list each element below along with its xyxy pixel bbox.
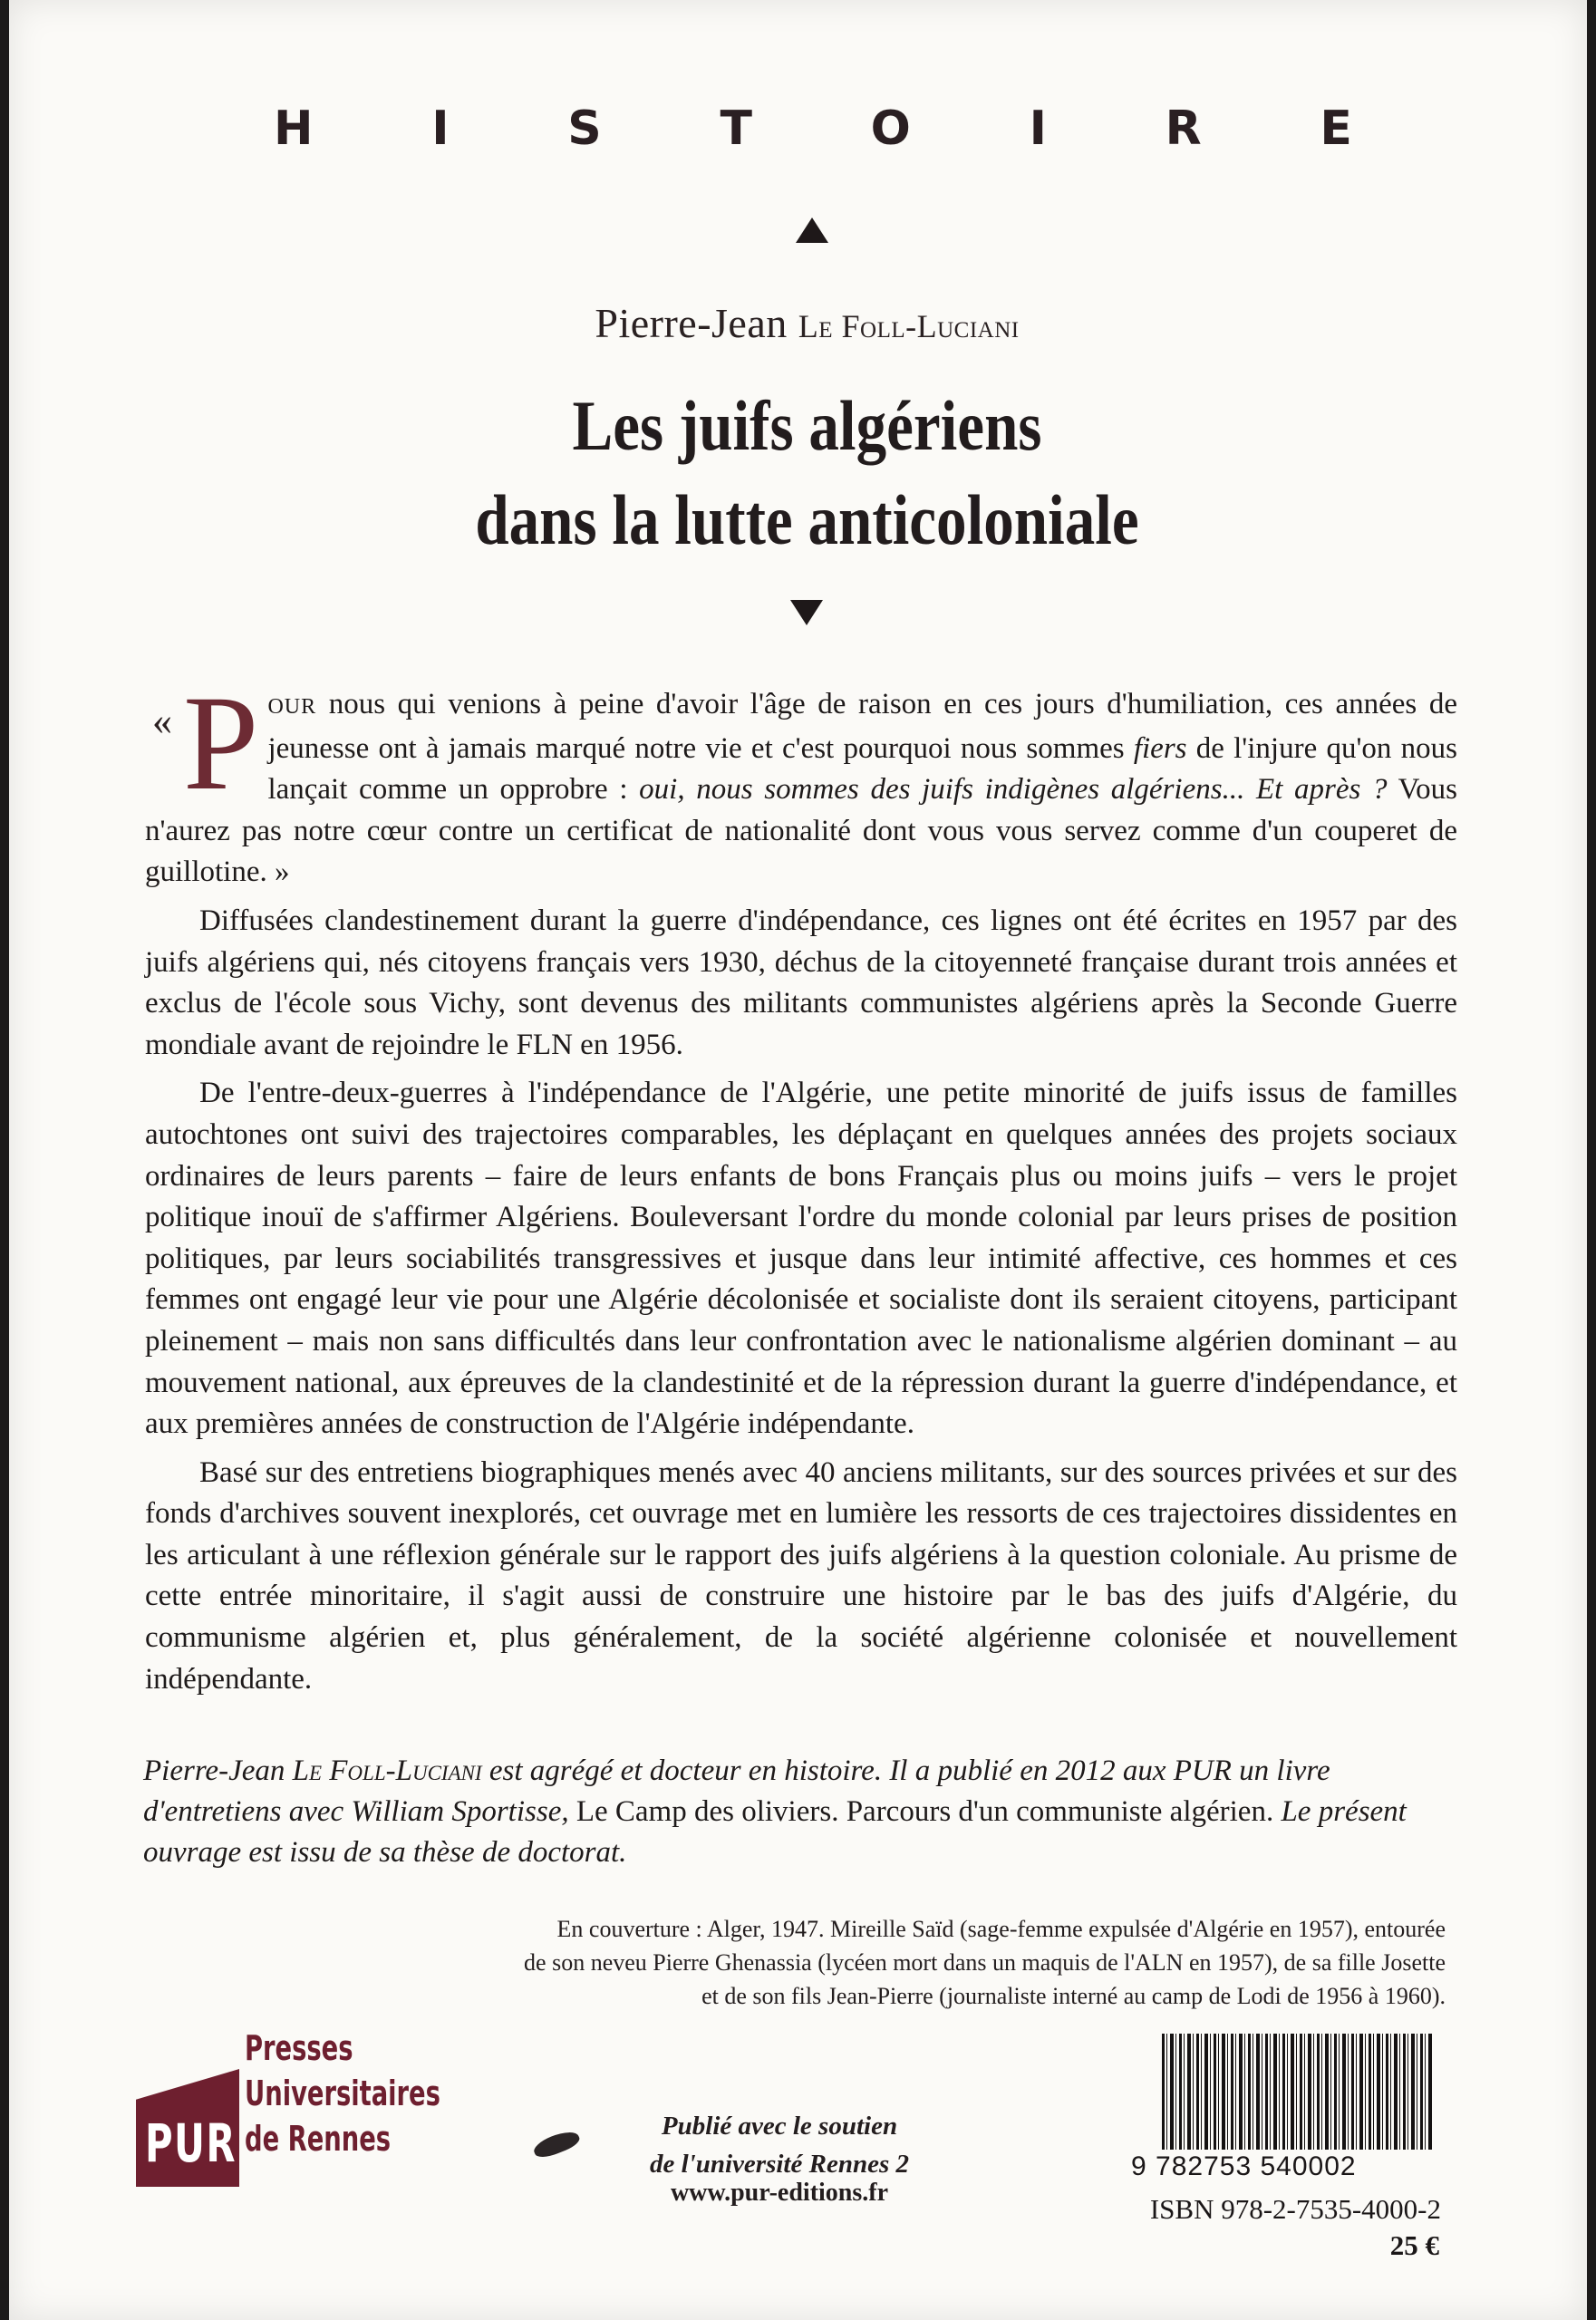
isbn-number: ISBN 978-2-7535-4000-2 bbox=[1149, 2193, 1441, 2225]
blurb bbox=[145, 668, 1457, 1707]
series-letter: I bbox=[1029, 102, 1047, 156]
triangle-down-icon bbox=[790, 600, 823, 625]
support-notice: Publié avec le soutien de l'université Rennes 2 bbox=[650, 2112, 909, 2179]
series-letter: R bbox=[1165, 102, 1202, 156]
opening-quote: « P OUR nous qui venions à peine d'avoir l'âge de raison en ces jours d'humiliation, ces années de jeunesse ont à jamais marqué notre vie et c'est pourquoi nous sommes fiers de l'injure qu'on nous lançait comme un opprobre : oui, nous sommes des juifs indigènes algériens... Et après ? Vous n'aurez pas notre cœur contre un certificat de nationalité dont vous vous servez comme d'un couperet de guillotine. » bbox=[145, 668, 1457, 889]
title-line-2: dans la lutte anticoloniale bbox=[475, 480, 1139, 559]
series-heading bbox=[274, 102, 1352, 156]
series-letter: E bbox=[1320, 102, 1352, 156]
blurb-paragraph: Diffusées clandestinement durant la guerre d'indépendance, ces lignes ont été écrites en 1957 par des juifs algériens qui, nés citoyens français vers 1930, déchus de la citoyenneté française durant trois années et exclus de l'école sous Vichy, sont devenus des militants communistes algériens après la Seconde Guerre mondiale avant de rejoindre le FLN en 1956. bbox=[145, 904, 1457, 1061]
logo-letters: PUR bbox=[145, 2112, 237, 2174]
publisher-logo bbox=[136, 2025, 440, 2198]
book-reference: Le Camp des oliviers. Parcours d'un communiste algérien. bbox=[576, 1795, 1274, 1828]
title-line-1: Les juifs algériens bbox=[572, 386, 1042, 465]
cover-caption: En couverture : Alger, 1947. Mireille Saïd (sage-femme expulsée d'Algérie en 1957), entourée de son neveu Pierre Ghenassia (lycéen mort dans un maquis de l'ALN en 1957), de sa fille Josette et de son fils Jean-Pierre (journaliste interné au camp de Lodi de 1956 à 1960). bbox=[524, 1916, 1446, 2009]
author-surname: Le Foll-Luciani bbox=[798, 308, 1020, 344]
author-name: Pierre-Jean Le Foll-Luciani bbox=[595, 300, 1020, 346]
publisher-name: Presses Universitaires de Rennes bbox=[245, 2028, 440, 2159]
ink-smudge bbox=[531, 2127, 582, 2161]
price: 25 € bbox=[1389, 2229, 1439, 2261]
back-cover bbox=[9, 0, 1587, 2320]
blurb-paragraph: Basé sur des entretiens biographiques menés avec 40 anciens militants, sur des sources privées et sur des fonds d'archives souvent inexplorés, cet ouvrage met en lumière les ressorts de ces trajectoires dissidentes en les articulant à une réflexion générale sur le rapport des juifs algériens à la question coloniale. Au prisme de cette entrée minoritaire, il s'agit aussi de construire une histoire par le bas des juifs d'Algérie, du communisme algérien et, plus généralement, de la société algérienne colonisée et nouvellement indépendante. bbox=[145, 1455, 1457, 1696]
barcode-image bbox=[1162, 2034, 1434, 2150]
series-letter: H bbox=[274, 102, 314, 156]
barcode-number: 9 782753 540002 bbox=[1131, 2151, 1357, 2181]
series-letter: T bbox=[720, 102, 752, 156]
barcode-block bbox=[1124, 2028, 1441, 2264]
triangle-up-icon bbox=[796, 218, 828, 243]
publisher-website: www.pur-editions.fr bbox=[670, 2179, 889, 2207]
about-author: Pierre-Jean Le Foll-Luciani est agrégé et docteur en histoire. Il a publié en 2012 aux PUR un livre d'entretiens avec William Sportisse, Le Camp des oliviers. Parcours d'un communiste algérien. Le présent ouvrage est issu de sa thèse de doctorat. bbox=[143, 1754, 1407, 1869]
series-letter: O bbox=[870, 102, 911, 156]
series-letter: I bbox=[431, 102, 450, 156]
book-title bbox=[121, 379, 1493, 567]
series-letter: S bbox=[567, 102, 602, 156]
quote-mark: « bbox=[152, 699, 172, 743]
drop-cap: P bbox=[183, 668, 259, 818]
blurb-paragraph: De l'entre-deux-guerres à l'indépendance de l'Algérie, une petite minorité de juifs issus de familles autochtones ont suivi des trajectoires comparables, les déplaçant en quelques années des projets sociaux ordinaires de leurs parents – faire de leurs enfants de bons Français plus ou moins juifs – vers le projet politique inouï de s'affirmer Algériens. Bouleversant l'ordre du monde colonial par leurs prises de position politiques, par leurs sociabilités transgressives et jusque dans leur intimité affective, ces hommes et ces femmes ont engagé leur vie pour une Algérie décolonisée et socialiste dont ils seraient citoyens, participant pleinement – mais non sans difficultés dans leur confrontation avec le nationalisme algérien dominant – au mouvement national, aux épreuves de la clandestinité et de la répression durant la guerre d'indépendance, et aux premières années de construction de l'Algérie indépendante. bbox=[145, 1077, 1457, 1441]
